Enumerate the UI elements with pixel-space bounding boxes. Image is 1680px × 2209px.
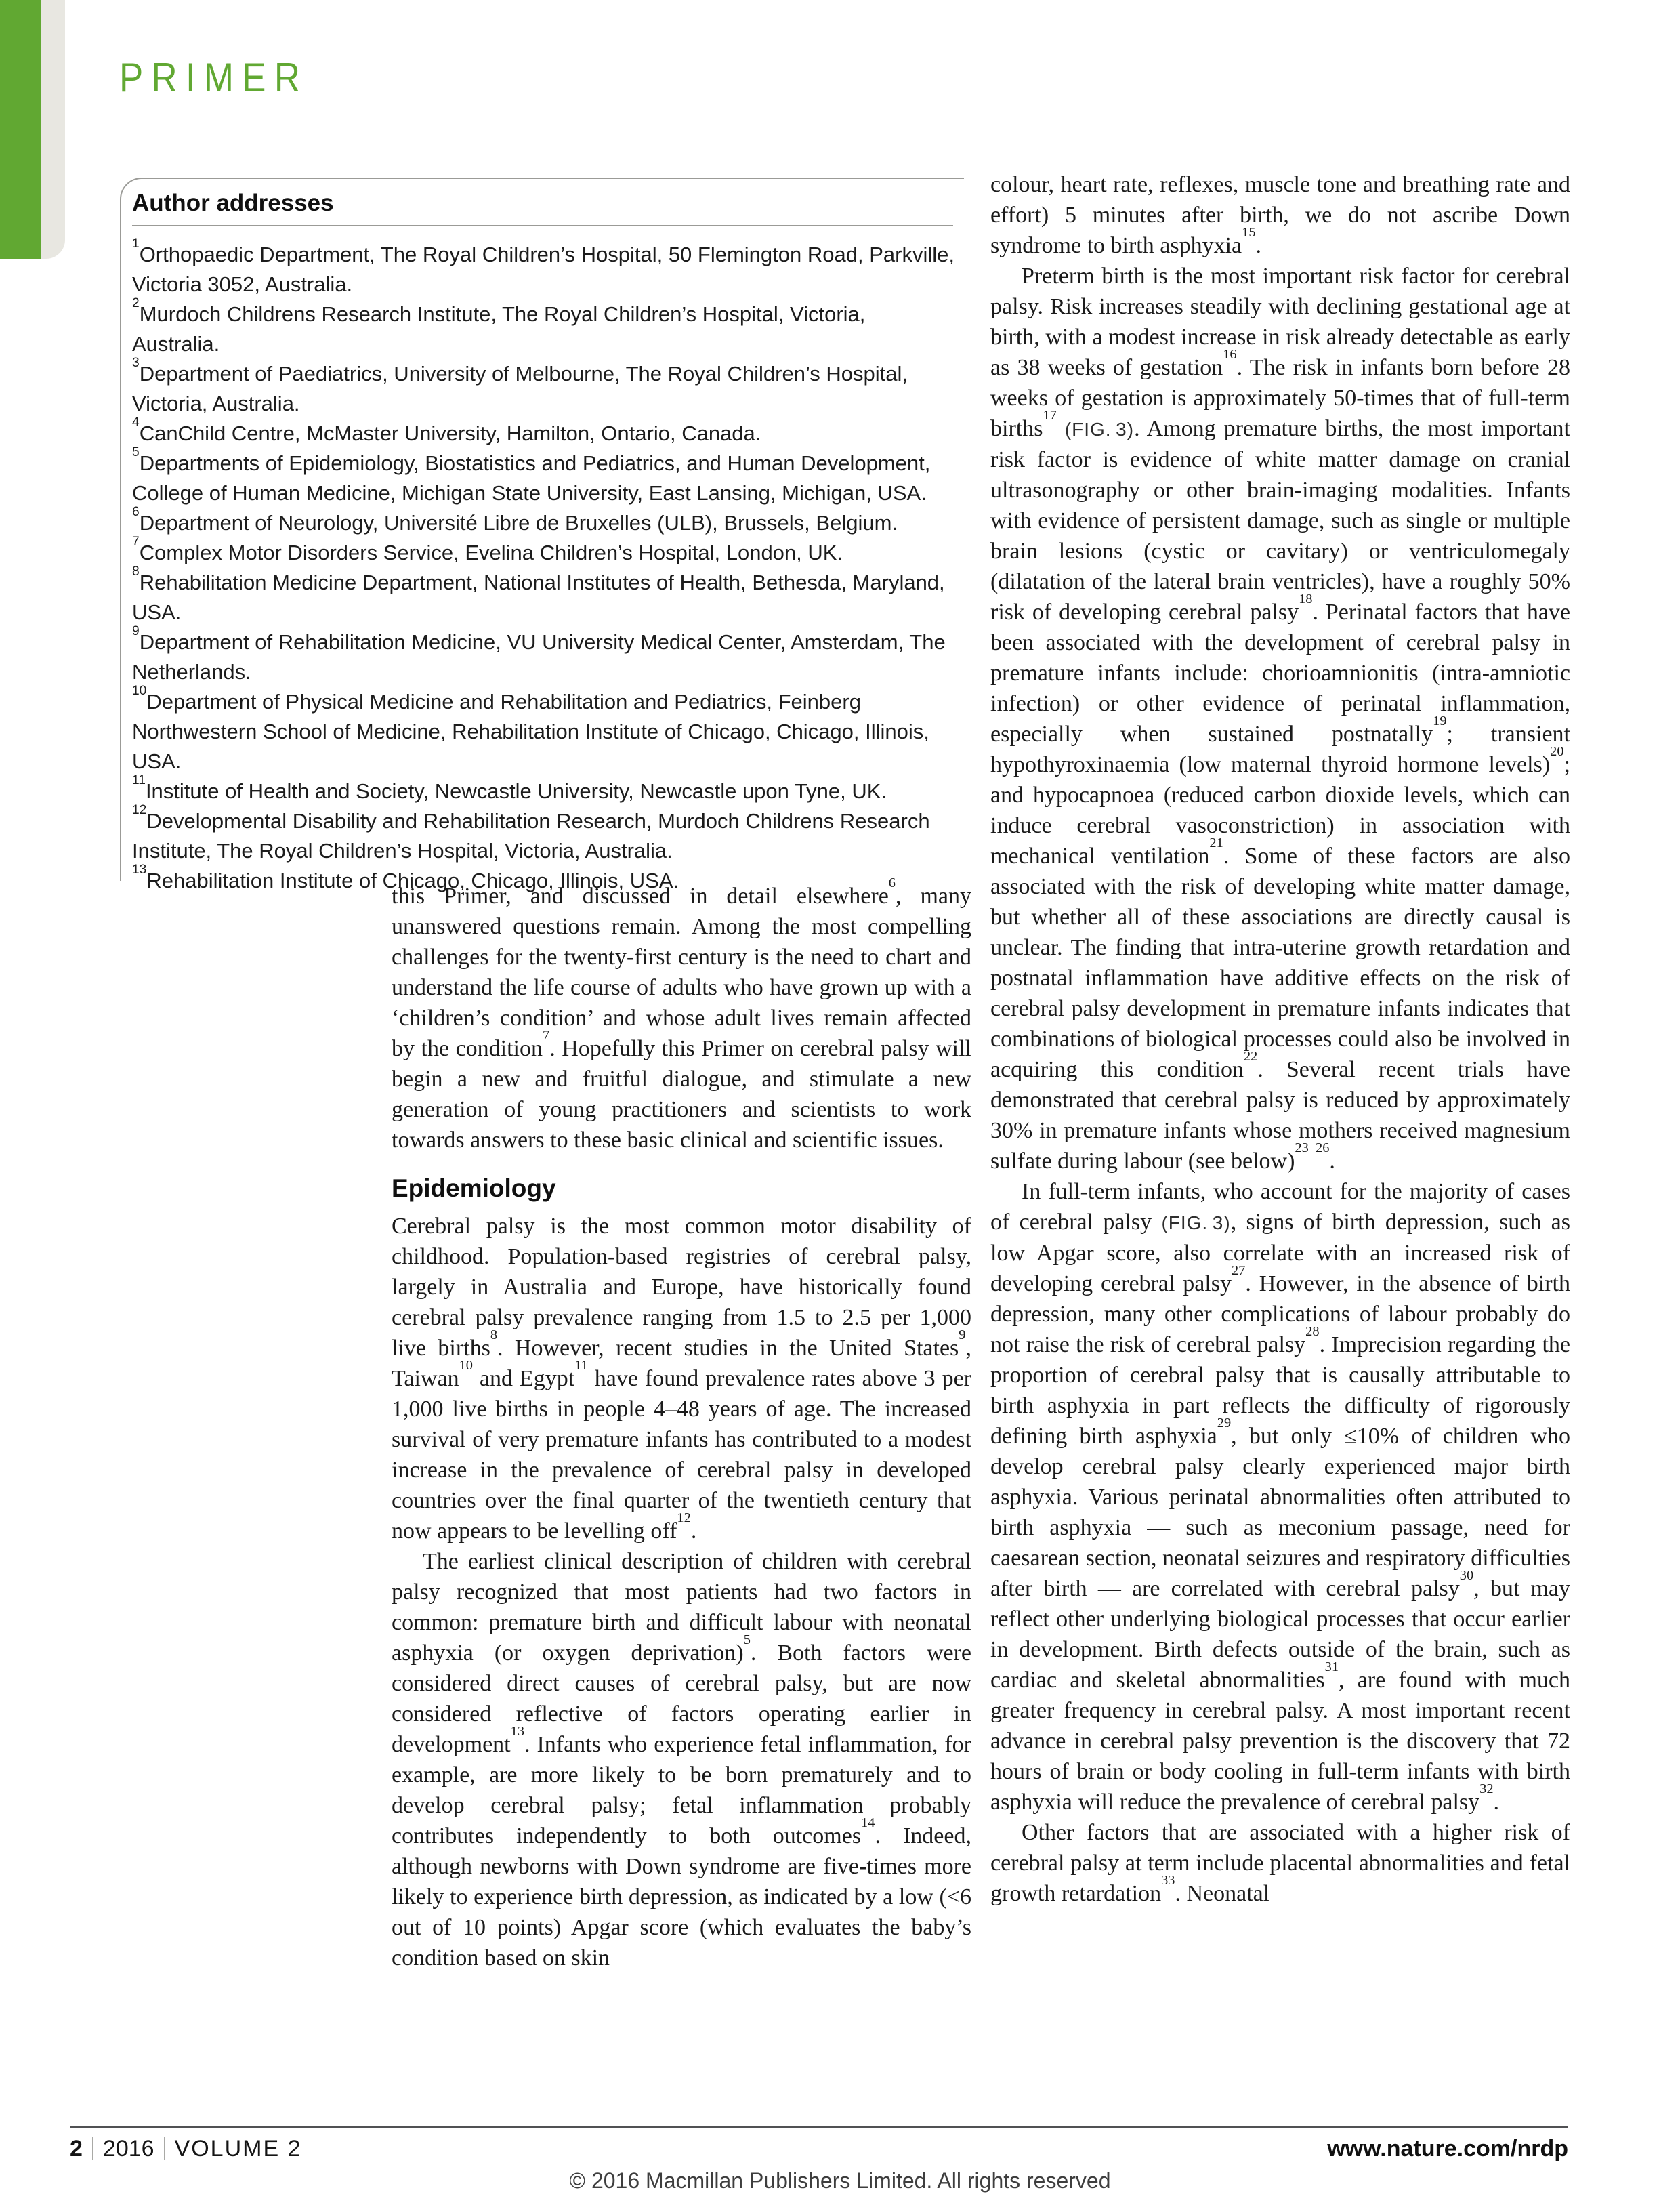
reference-superscript: 11 <box>574 1358 588 1374</box>
section-heading: Epidemiology <box>392 1174 556 1202</box>
reference-superscript: 23–26 <box>1295 1140 1330 1156</box>
author-address: $^1$Orthopaedic Department, The Royal Children’s Hospital, 50 Flemington Road, Parkville, Victoria 3052, Australia. <box>132 236 954 296</box>
text-column-right <box>990 169 1570 1909</box>
affiliation-number: 9 <box>132 624 140 639</box>
author-address: $^9$Department of Rehabilitation Medicine, VU University Medical Center, Amsterdam, The Netherlands. <box>132 624 946 684</box>
footer-year: 2016 <box>102 2136 154 2162</box>
affiliation-number: 6 <box>132 505 140 520</box>
reference-superscript: 28 <box>1305 1324 1320 1340</box>
footer-separator <box>92 2137 93 2160</box>
reference-superscript: 16 <box>1223 347 1237 363</box>
reference-superscript: 13 <box>510 1724 525 1739</box>
reference-superscript: 32 <box>1479 1781 1494 1797</box>
affiliation-number: 7 <box>132 535 140 550</box>
affiliation-number: 11 <box>132 773 146 788</box>
reference-superscript: 21 <box>1209 835 1223 851</box>
paragraph: Other factors that are associated with a higher risk of cerebral palsy at term include placental abnormalities and fetal growth retardation$^{33}$. Neonatal <box>990 1820 1570 1906</box>
reference-superscript: 8 <box>490 1327 498 1343</box>
author-address: $^5$Departments of Epidemiology, Biostatistics and Pediatrics, and Human Development, College of Human Medicine, Michigan State University, East Lansing, Michigan, USA. <box>132 445 931 505</box>
affiliation-number: 5 <box>132 445 140 460</box>
figure-reference: (FIG. 3) <box>1064 419 1135 440</box>
reference-superscript: 14 <box>861 1815 875 1831</box>
page-number: 2 <box>70 2136 83 2162</box>
author-addresses-title-rule <box>132 225 953 226</box>
footer-left <box>70 2136 302 2162</box>
reference-superscript: 6 <box>888 875 896 891</box>
affiliation-number: 8 <box>132 564 140 579</box>
journal-website: www.nature.com/nrdp <box>1327 2136 1568 2162</box>
reference-superscript: 29 <box>1217 1416 1232 1431</box>
author-addresses-box <box>120 178 964 892</box>
affiliation-number: 10 <box>132 684 147 699</box>
reference-superscript: 31 <box>1324 1659 1339 1675</box>
reference-superscript: 5 <box>743 1632 751 1648</box>
affiliation-number: 1 <box>132 236 140 251</box>
affiliation-number: 13 <box>132 863 147 878</box>
reference-superscript: 9 <box>959 1327 966 1343</box>
reference-superscript: 27 <box>1232 1263 1246 1279</box>
author-address: $^8$Rehabilitation Medicine Department, National Institutes of Health, Bethesda, Maryland, USA. <box>132 564 945 624</box>
reference-superscript: 17 <box>1043 408 1057 424</box>
reference-superscript: 12 <box>677 1510 691 1526</box>
author-address: $^{11}$Institute of Health and Society, Newcastle University, Newcastle upon Tyne, UK. <box>132 773 887 803</box>
reference-superscript: 15 <box>1242 225 1256 241</box>
author-address: $^4$CanChild Centre, McMaster University, Hamilton, Ontario, Canada. <box>132 415 761 445</box>
reference-superscript: 19 <box>1433 714 1447 729</box>
text-column-left <box>392 875 972 1973</box>
author-address: $^{13}$Rehabilitation Institute of Chicago, Chicago, Illinois, USA. <box>132 863 679 892</box>
author-address: $^7$Complex Motor Disorders Service, Evelina Children’s Hospital, London, UK. <box>132 535 843 564</box>
reference-superscript: 30 <box>1459 1568 1474 1584</box>
affiliation-number: 2 <box>132 296 140 311</box>
footer-rule <box>70 2126 1568 2128</box>
paragraph: The earliest clinical description of children with cerebral palsy recognized that most patients had two factors in common: premature birth and difficult labour with neonatal asphyxia (or oxygen deprivation)$^5$. Both factors were considered direct causes of cerebral palsy, but are now considered reflective of factors operating earlier in development$^{13}$. Infants who experience fetal inflammation, for example, are more likely to be born prematurely and to develop cerebral palsy; fetal inflammation probably contributes independently to both outcomes$^{14}$. Indeed, although newborns with Down syndrome are five-times more likely to experience birth depression, as indicated by a low (<6 out of 10 points) Apgar score (which evaluates the baby’s condition based on skin <box>392 1549 971 1970</box>
reference-superscript: 18 <box>1299 592 1313 607</box>
affiliation-number: 3 <box>132 356 140 371</box>
paragraph: Preterm birth is the most important risk factor for cerebral palsy. Risk increases steadily with declining gestational age at birth, with a modest increase in risk already detectable as early as 38 weeks of gestation$^{16}$. The risk in infants born before 28 weeks of gestation is approximately 50-times that of full-term births$^{17}$ (FIG. 3). Among premature births, the most important risk factor is evidence of white matter damage on cranial ultrasonography or other brain-imaging modalities. Infants with evidence of persistent damage, such as single or multiple brain lesions (cystic or cavitary) or ventriculomegaly (dilatation of the lateral brain ventricles), have a roughly 50% risk of developing cerebral palsy$^{18}$. Perinatal factors that have been associated with the development of cerebral palsy in premature infants include: chorioamnionitis (intra-amniotic infection) or other evidence of perinatal inflammation, especially when sustained postnatally$^{19}$; transient hypothyroxinaemia (low maternal thyroid hormone levels)$^{20}$; and hypocapnoea (reduced carbon dioxide levels, which can induce cerebral vasoconstriction) in association with mechanical ventilation$^{21}$. Some of these factors are also associated with the risk of developing white matter damage, but whether all of these associations are directly causal is unclear. The finding that intra-uterine growth retardation and postnatal inflammation have additive effects on the risk of cerebral palsy development in premature infants indicates that combinations of biological processes could also be involved in acquiring this condition$^{22}$. Several recent trials have demonstrated that cerebral palsy is reduced by approximately 30% in premature infants whose mothers received magnesium sulfate during labour (see below)$^{23-26}$. <box>990 264 1570 1174</box>
reference-superscript: 7 <box>543 1028 550 1044</box>
author-address: $^{10}$Department of Physical Medicine and Rehabilitation and Pediatrics, Feinberg Northwestern School of Medicine, Rehabilitation Institute of Chicago, Chicago, Illinois, USA. <box>132 684 929 773</box>
footer-separator <box>164 2137 165 2160</box>
article-type-kicker: PRIMER <box>119 55 309 100</box>
author-address: $^6$Department of Neurology, Université Libre de Bruxelles (ULB), Brussels, Belgium. <box>132 505 898 535</box>
reference-superscript: 22 <box>1243 1049 1258 1065</box>
paragraph: this Primer, and discussed in detail elsewhere$^6$, many unanswered questions remain. Among the most compelling challenges for the twenty-first century is the need to chart and understand the life course of adults who have grown up with a ‘children’s condition’ and whose adult lives remain affected by the condition$^7$. Hopefully this Primer on cerebral palsy will begin a new and fruitful dialogue, and stimulate a new generation of young practitioners and scientists to work towards answers to these basic clinical and scientific issues. <box>392 875 972 1153</box>
reference-superscript: 20 <box>1550 744 1564 760</box>
reference-superscript: 10 <box>459 1358 473 1374</box>
edge-gray-strip <box>41 0 65 259</box>
paragraph: In full-term infants, who account for the majority of cases of cerebral palsy (FIG. 3), signs of birth depression, such as low Apgar score, also correlate with an increased risk of developing cerebral palsy$^{27}$. However, in the absence of birth depression, many other complications of labour probably do not raise the risk of cerebral palsy$^{28}$. Imprecision regarding the proportion of cerebral palsy that is causally attributable to birth asphyxia in part reflects the difficulty of rigorously defining birth asphyxia$^{29}$, but only ≤10% of children who develop cerebral palsy clearly experienced major birth asphyxia. Various perinatal abnormalities often attributed to birth asphyxia — such as meconium passage, need for caesarean section, neonatal seizures and respiratory difficulties after birth — are correlated with cerebral palsy$^{30}$, but may reflect other underlying biological processes that occur earlier in development. Birth defects outside of the brain, such as cardiac and skeletal abnormalities$^{31}$, are found with much greater frequency in cerebral palsy. A most important recent advance in cerebral palsy prevention is the discovery that 72 hours of brain or body cooling in full-term infants with birth asphyxia will reduce the prevalence of cerebral palsy$^{32}$. <box>990 1179 1571 1815</box>
footer-volume: VOLUME 2 <box>174 2136 302 2162</box>
figure-reference: (FIG. 3) <box>1161 1212 1231 1233</box>
brand-color-bar <box>0 0 41 259</box>
affiliation-number: 12 <box>132 803 147 818</box>
author-address: $^2$Murdoch Childrens Research Institute, The Royal Children’s Hospital, Victoria, Australia. <box>132 296 866 356</box>
author-address-list <box>132 236 959 896</box>
author-address: $^{12}$Developmental Disability and Rehabilitation Research, Murdoch Childrens Research Institute, The Royal Children’s Hospital, Victoria, Australia. <box>132 803 930 863</box>
author-addresses-title: Author addresses <box>132 190 334 216</box>
affiliation-number: 4 <box>132 415 140 430</box>
copyright-notice: © 2016 Macmillan Publishers Limited. All rights reserved <box>569 2168 1111 2193</box>
author-addresses-inner <box>121 179 964 896</box>
paragraph: Cerebral palsy is the most common motor disability of childhood. Population-based registries of cerebral palsy, largely in Australia and Europe, have historically found cerebral palsy prevalence ranging from 1.5 to 2.5 per 1,000 live births$^8$. However, recent studies in the United States$^9$, Taiwan$^{10}$ and Egypt$^{11}$ have found prevalence rates above 3 per 1,000 live births in people 4–48 years of age. The increased survival of very premature infants has contributed to a modest increase in the prevalence of cerebral palsy in developed countries over the final quarter of the twentieth century that now appears to be levelling off$^{12}$. <box>392 1214 971 1544</box>
reference-superscript: 33 <box>1161 1873 1175 1888</box>
paragraph: colour, heart rate, reflexes, muscle tone and breathing rate and effort) 5 minutes after birth, we do not ascribe Down syndrome to birth asphyxia$^{15}$. <box>990 172 1570 258</box>
author-address: $^3$Department of Paediatrics, University of Melbourne, The Royal Children’s Hospital, Victoria, Australia. <box>132 356 908 415</box>
